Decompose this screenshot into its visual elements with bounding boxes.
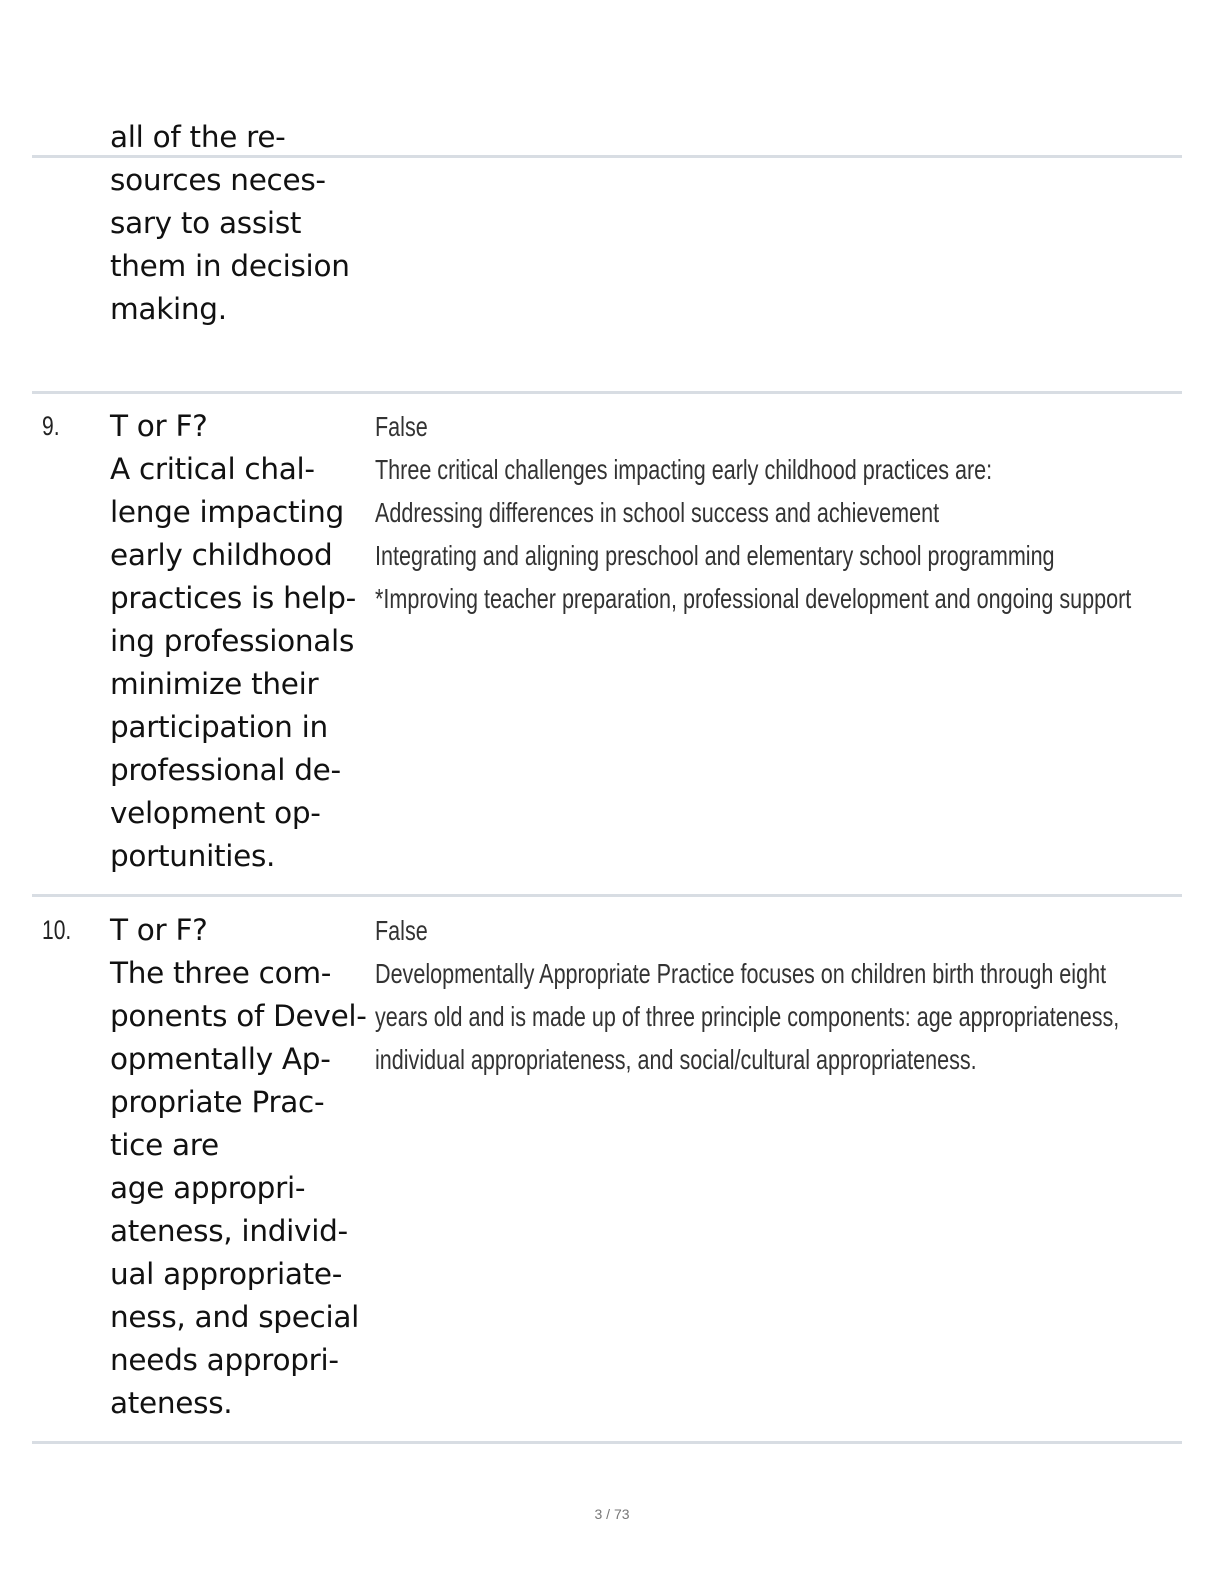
answer-line: *Improving teacher preparation, professional development and ongoing support [375,583,1132,614]
row-divider [32,391,1182,394]
question-line: sary to assist [110,206,302,240]
answer-text [375,405,1145,620]
question-line: making. [110,292,227,326]
question-line: them in decision [110,249,350,283]
question-line: lenge impacting [110,495,344,529]
page-indicator: 3 / 73 [594,1506,630,1522]
question-line: tice are [110,1128,219,1162]
answer-line: years old and is made up of three principle components: age appropriateness, [375,1001,1120,1032]
item-number: 9. [42,411,60,441]
question-line: velopment op- [110,796,321,830]
question-line: sources neces- [110,163,326,197]
question-line: propriate Prac- [110,1085,325,1119]
question-line: professional de- [110,753,341,787]
continued-question-text [110,116,372,331]
row-divider [32,1441,1182,1444]
answer-line: False [375,411,428,442]
question-line: ateness. [110,1386,233,1420]
answer-text [375,909,1145,1081]
answer-line: Integrating and aligning preschool and elementary school programming [375,540,1055,571]
answer-line: Developmentally Appropriate Practice focuses on children birth through eight [375,958,1107,989]
question-line: ness, and special [110,1300,360,1334]
question-line: A critical chal- [110,452,315,486]
question-line: age appropri- [110,1171,306,1205]
question-line: portunities. [110,839,276,873]
question-line: T or F? [110,409,208,443]
answer-line: False [375,915,428,946]
question-line: ateness, individ- [110,1214,348,1248]
answer-line: individual appropriateness, and social/cultural appropriateness. [375,1044,977,1075]
question-line: The three com- [110,956,332,990]
question-line: ual appropriate- [110,1257,343,1291]
question-line: practices is help- [110,581,356,615]
question-line: ing professionals [110,624,355,658]
answer-line: Three critical challenges impacting early childhood practices are: [375,454,993,485]
question-line: all of the re- [110,120,286,154]
question-line: early childhood [110,538,333,572]
question-text [110,405,372,878]
question-text [110,909,372,1425]
question-line: needs appropri- [110,1343,339,1377]
question-line: opmentally Ap- [110,1042,331,1076]
row-divider [32,155,1182,158]
question-line: participation in [110,710,328,744]
question-line: ponents of Devel- [110,999,367,1033]
question-line: minimize their [110,667,319,701]
question-line: T or F? [110,913,208,947]
answer-line: Addressing differences in school success and achievement [375,497,940,528]
row-divider [32,894,1182,897]
item-number: 10. [42,915,72,945]
